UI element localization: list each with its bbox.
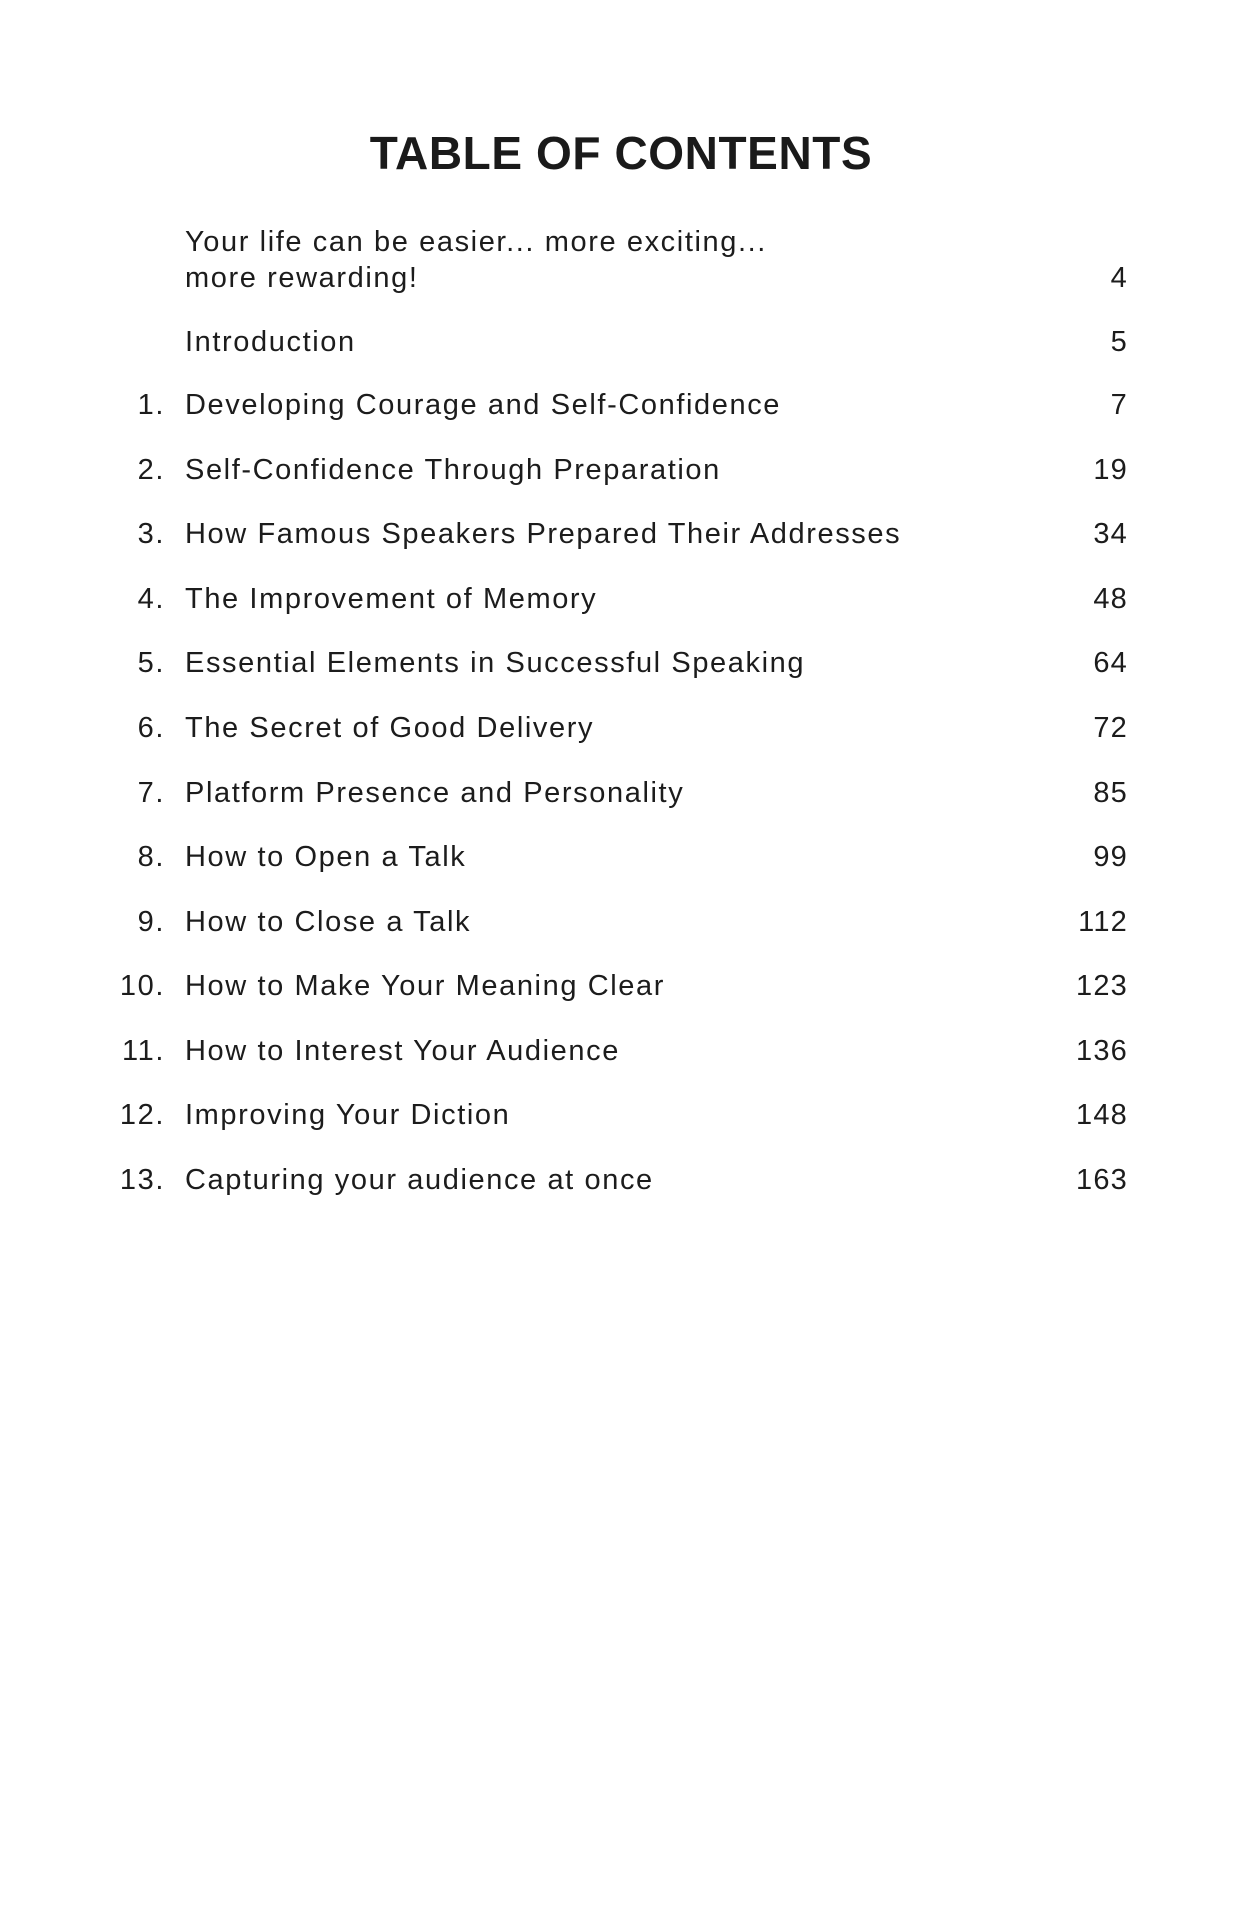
chapter-title: Self-Confidence Through Preparation	[185, 454, 721, 486]
chapter-number: 3.	[137, 518, 165, 550]
chapter-number: 13.	[119, 1164, 165, 1196]
entry-page-number: 4	[1110, 262, 1128, 294]
chapter-title: How to Open a Talk	[185, 841, 467, 873]
entry-title: Your life can be easier... more exciting... more rewarding!	[185, 226, 767, 294]
chapter-number: 2.	[137, 454, 165, 486]
chapter-title: The Improvement of Memory	[185, 583, 598, 615]
chapter-number: 8.	[137, 841, 165, 873]
chapter-title: Improving Your Diction	[185, 1099, 511, 1131]
chapter-number: 6.	[137, 712, 165, 744]
chapter-title: The Secret of Good Delivery	[185, 712, 595, 744]
chapter-number: 11.	[122, 1035, 165, 1067]
chapter-title: How to Close a Talk	[185, 906, 472, 938]
chapter-title: Capturing your audience at once	[185, 1164, 654, 1196]
chapter-number: 10.	[119, 970, 165, 1002]
entry-page-number: 163	[1076, 1164, 1128, 1196]
entry-page-number: 123	[1076, 970, 1128, 1002]
entry-page-number: 136	[1076, 1035, 1128, 1067]
entry-page-number: 99	[1093, 841, 1128, 873]
entry-page-number: 48	[1093, 583, 1128, 615]
chapter-number: 9.	[137, 906, 165, 938]
entry-page-number: 64	[1093, 647, 1128, 679]
entry-page-number: 34	[1093, 518, 1128, 550]
chapter-number: 5.	[137, 647, 165, 679]
chapter-number: 4.	[137, 583, 165, 615]
entry-page-number: 112	[1078, 906, 1128, 938]
entry-title: Introduction	[185, 326, 356, 358]
entry-page-number: 5	[1110, 326, 1128, 358]
entry-page-number: 7	[1110, 389, 1128, 421]
chapter-title: How to Interest Your Audience	[185, 1035, 620, 1067]
chapter-title: How Famous Speakers Prepared Their Addresses	[185, 518, 902, 550]
entry-page-number: 19	[1093, 454, 1128, 486]
chapter-title: Essential Elements in Successful Speaking	[185, 647, 806, 679]
chapter-number: 7.	[137, 777, 165, 809]
chapter-title: Platform Presence and Personality	[185, 777, 685, 809]
entry-page-number: 85	[1093, 777, 1128, 809]
chapter-title: Developing Courage and Self-Confidence	[185, 389, 782, 421]
page-title: TABLE OF CONTENTS	[369, 127, 873, 179]
chapter-title: How to Make Your Meaning Clear	[185, 970, 666, 1002]
chapter-number: 12.	[119, 1099, 165, 1131]
entry-page-number: 148	[1076, 1099, 1128, 1131]
chapter-number: 1.	[137, 389, 165, 421]
entry-page-number: 72	[1093, 712, 1128, 744]
